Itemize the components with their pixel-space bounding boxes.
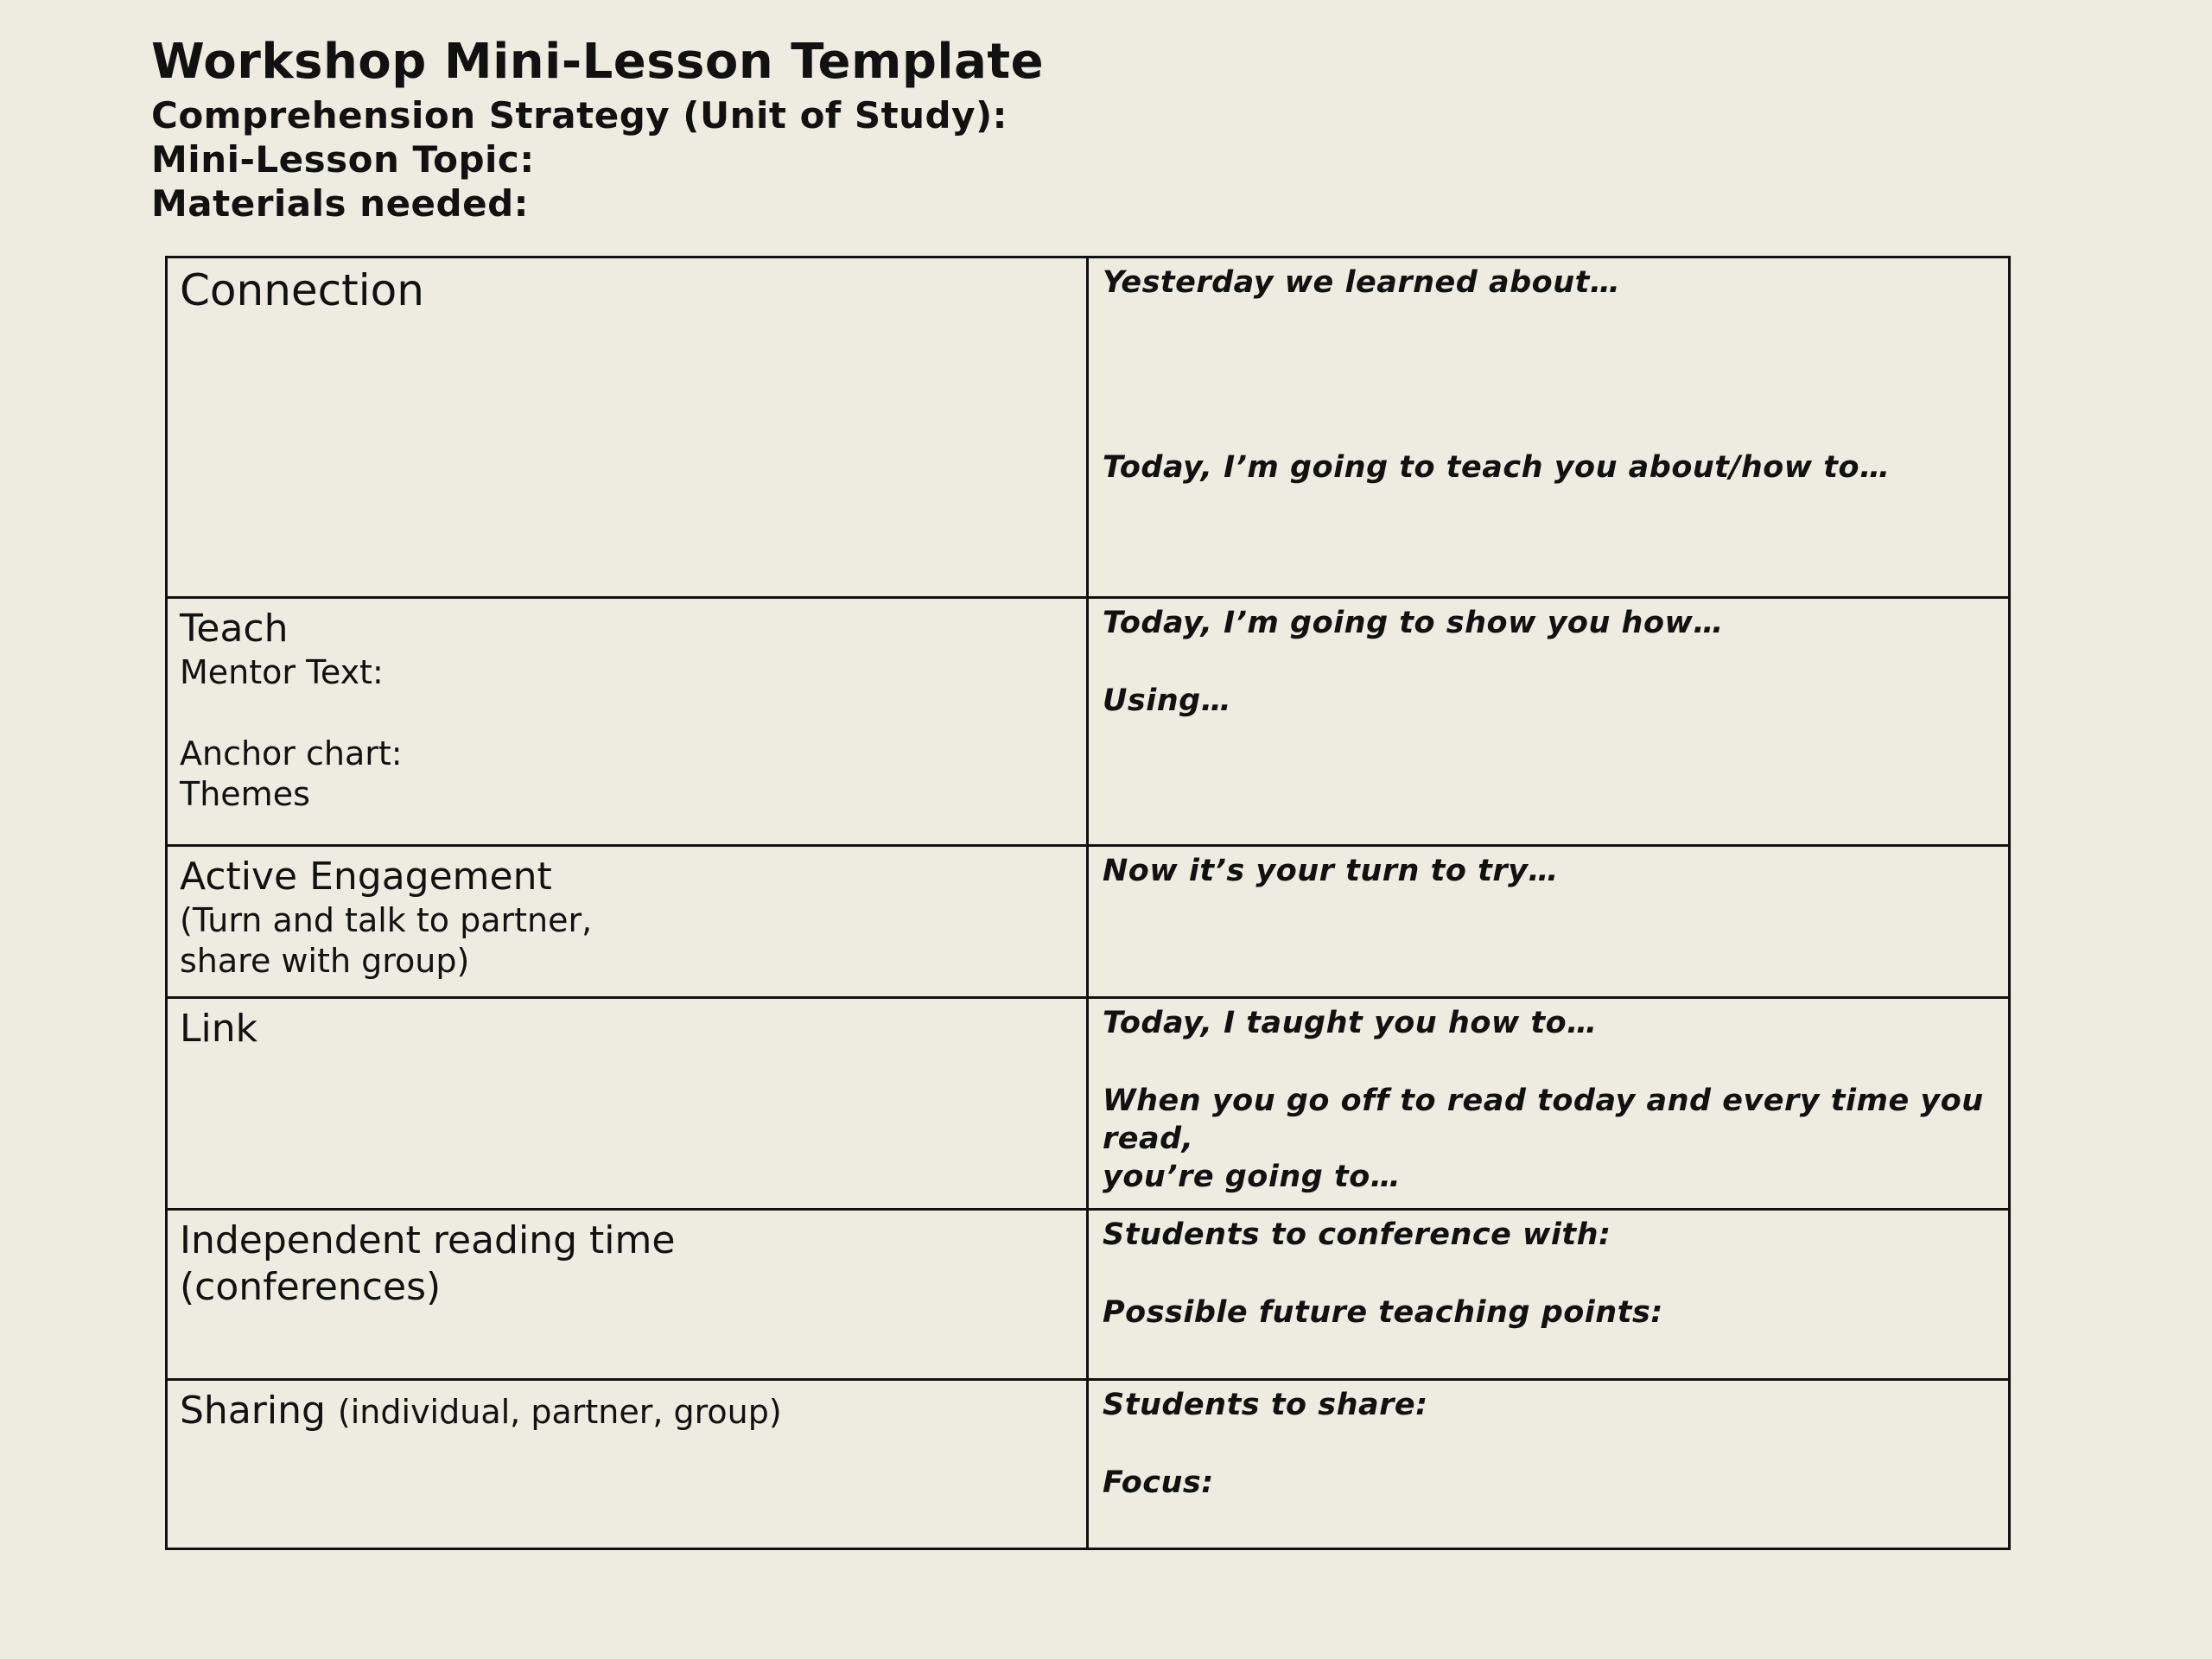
stage-cell-teach [167,597,1088,846]
table-row-independent-reading [167,1210,2010,1379]
prompt-today-teach: Today, I’m going to teach you about/how to… [1103,450,1891,485]
prompt-go-off-read: When you go off to read today and every time you read, [1103,1083,1984,1156]
stage-label-sharing-line [180,1388,1074,1435]
topic-field-label: Mini-Lesson Topic: [151,138,535,181]
strategy-field-label: Comprehension Strategy (Unit of Study): [151,94,1007,137]
table-row-sharing [167,1379,2010,1548]
prompt-students-share: Students to share: [1103,1387,1428,1422]
prompt-yesterday: Yesterday we learned about… [1103,265,1621,300]
stage-label-sharing: Sharing [180,1388,326,1433]
stage-label-conferences: (conferences) [180,1265,442,1310]
prompt-using: Using… [1103,683,1232,718]
prompt-conference-students: Students to conference with: [1103,1217,1611,1253]
table-row-link [167,997,2010,1209]
prompt-cell-teach [1088,597,2010,846]
table-row-connection [167,257,2010,598]
mentor-text-label: Mentor Text: [180,652,384,691]
prompt-cell-active-engagement [1088,846,2010,997]
prompt-show-how: Today, I’m going to show you how… [1103,605,1724,640]
sharing-note: (individual, partner, group) [337,1392,782,1431]
stage-cell-independent-reading [167,1210,1088,1379]
prompt-focus: Focus: [1103,1465,1214,1500]
stage-label-link: Link [180,1006,258,1051]
table-row-active-engagement [167,846,2010,997]
stage-label-active-engagement: Active Engagement [180,855,552,899]
anchor-chart-label: Anchor chart: [180,734,403,772]
prompt-cell-link [1088,997,2010,1209]
table-row-teach [167,597,2010,846]
engagement-note-line1: (Turn and talk to partner, [180,901,593,940]
prompt-cell-independent-reading [1088,1210,2010,1379]
document-header [151,31,1044,226]
stage-cell-link [167,997,1088,1209]
prompt-taught-how: Today, I taught you how to… [1103,1005,1598,1040]
prompt-your-turn: Now it’s your turn to try… [1103,854,1559,889]
prompt-cell-connection [1088,257,2010,598]
prompt-cell-sharing [1088,1379,2010,1548]
engagement-note-line2: share with group) [180,942,470,981]
themes-label: Themes [180,774,310,813]
stage-label-connection: Connection [180,265,424,315]
stage-label-independent-reading: Independent reading time [180,1218,676,1263]
document-title: Workshop Mini-Lesson Template [151,34,1045,90]
prompt-future-teaching-points: Possible future teaching points: [1103,1295,1663,1331]
lesson-plan-table [165,256,2011,1550]
stage-cell-connection [167,257,1088,598]
prompt-going-to: you’re going to… [1103,1159,1402,1194]
materials-field-label: Materials needed: [151,182,529,225]
stage-cell-active-engagement [167,846,1088,997]
stage-label-teach: Teach [180,606,289,651]
stage-cell-sharing [167,1379,1088,1548]
